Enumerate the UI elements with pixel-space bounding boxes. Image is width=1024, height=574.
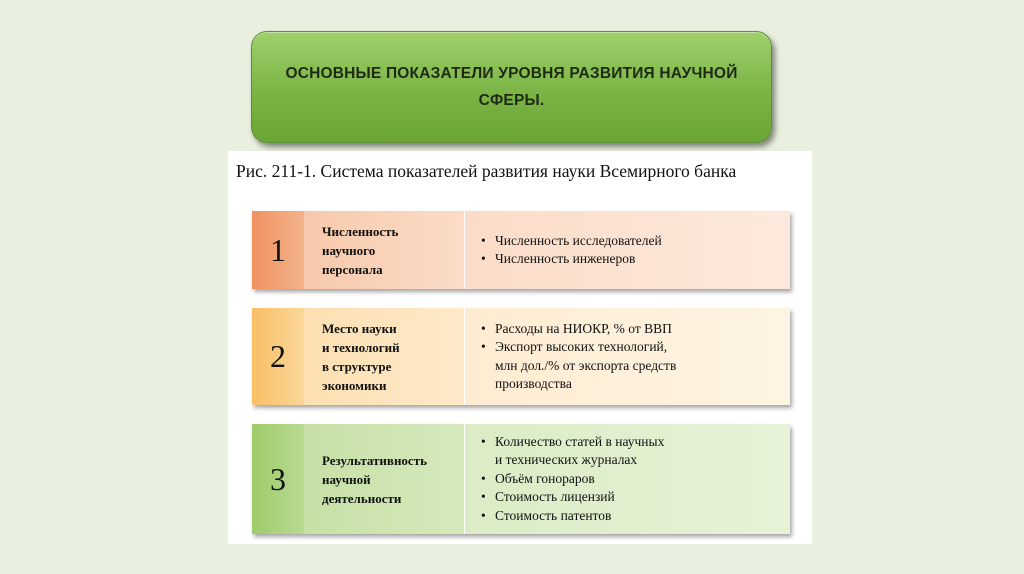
row-number: 1 [252,211,304,289]
list-item: • Количество статей в научных и технических журналах [495,433,790,470]
row-items [464,308,790,405]
list-item: • Стоимость лицензий [495,488,790,507]
row-name: Место науки и технологий в структуре экономики [304,308,464,405]
list-item: • Численность инженеров [495,250,790,269]
row-number: 2 [252,308,304,405]
slide-title: ОСНОВНЫЕ ПОКАЗАТЕЛИ УРОВНЯ РАЗВИТИЯ НАУЧНОЙ СФЕРЫ. [285,65,738,109]
figure [228,151,812,544]
indicator-row-1 [252,211,790,289]
indicator-row-2 [252,308,790,405]
list-item: • Расходы на НИОКР, % от ВВП [495,320,790,339]
row-items [464,211,790,289]
row-number: 3 [252,424,304,534]
row-name: Численность научного персонала [304,211,464,289]
indicator-row-3 [252,424,790,534]
row-name: Результативность научной деятельности [304,424,464,534]
figure-caption: Рис. 211-1. Система показателей развития науки Всемирного банка [236,161,737,181]
list-item: • Объём гонораров [495,470,790,489]
list-item: • Экспорт высоких технологий, млн дол./% от экспорта средств производства [495,338,790,394]
row-items [464,424,790,534]
list-item: • Численность исследователей [495,232,790,251]
list-item: • Стоимость патентов [495,507,790,526]
slide-title-box [251,31,772,143]
